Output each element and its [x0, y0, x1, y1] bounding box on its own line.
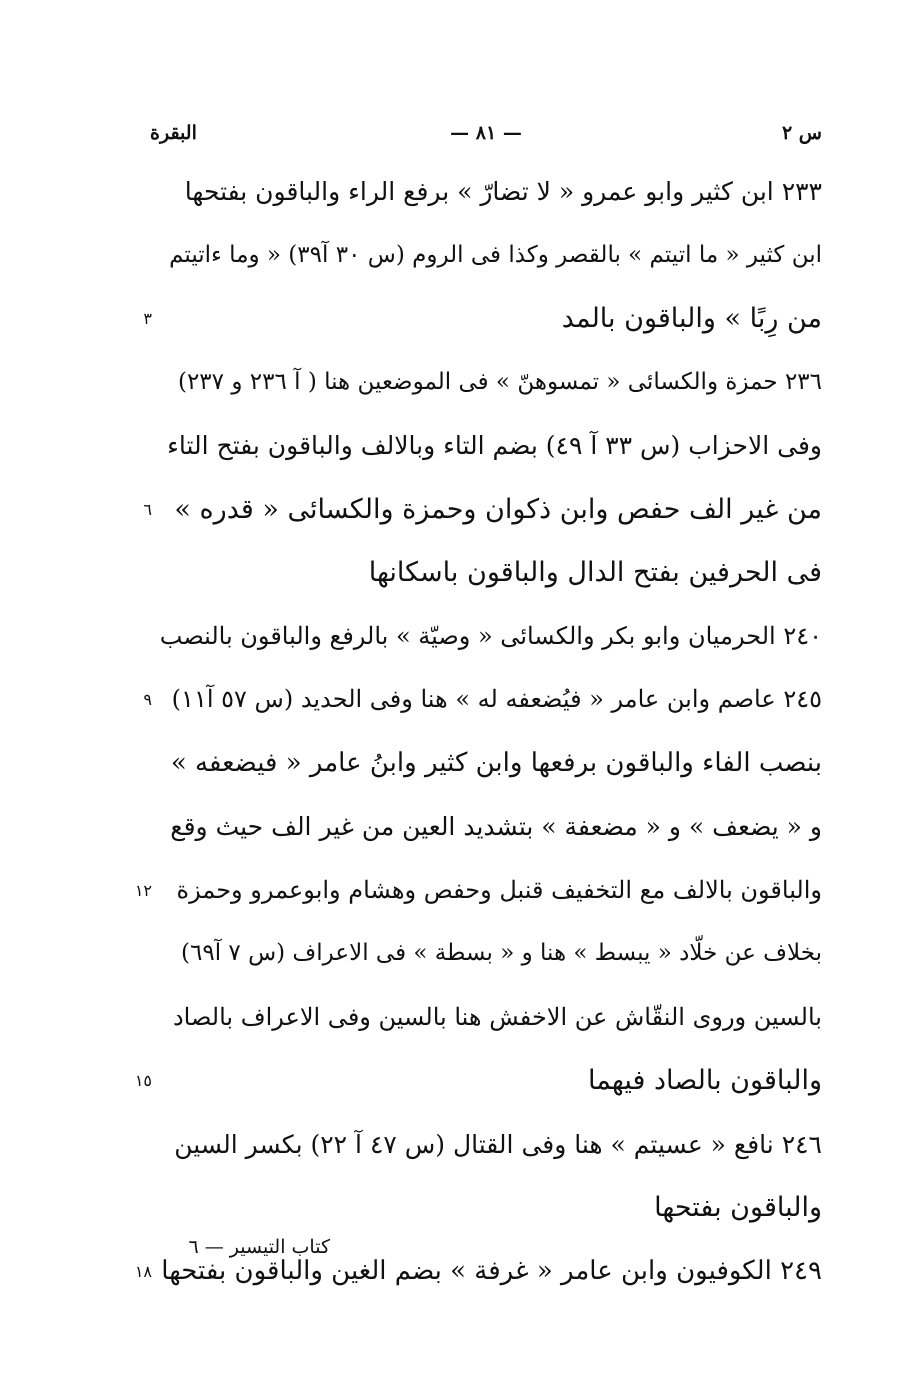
text-line: من رِبًا » والباقون بالمد ٣ — [160, 287, 822, 351]
text-line: فى الحرفين بفتح الدال والباقون باسكانها — [368, 557, 822, 588]
page-header — [150, 122, 822, 152]
chapter-title: البقرة — [150, 122, 197, 144]
text-line: وفى الاحزاب (س ٣٣ آ ٤٩) بضم التاء وبالالف والباقون بفتح التاء — [167, 431, 822, 460]
line-number: ١٢ — [134, 880, 152, 900]
text-line: بنصب الفاء والباقون برفعها وابن كثير وابنُ عامر « فيضعفه » — [170, 747, 822, 778]
footer-signature: كتاب التيسير — ٦ — [188, 1236, 330, 1258]
line-number: ٩ — [143, 690, 152, 709]
text-line: ابن كثير « ما اتيتم » بالقصر وكذا فى الروم (س ٣٠ آ٣٩) « وما ءاتيتم — [169, 241, 822, 268]
text-line: ٢٤٦ نافع « عسيتم » هنا وفى القتال (س ٤٧ آ ٢٢) بكسر السين — [174, 1129, 822, 1159]
line-number: ١٨ — [134, 1261, 152, 1281]
page-number: — ٨١ — — [450, 122, 522, 144]
text-line: بخلاف عن خلّاد « يبسط » هنا و « بسطة » فى الاعراف (س ٧ آ٦٩) — [181, 940, 822, 966]
text-line: والباقون بالصاد فيهما ١٥ — [160, 1049, 822, 1113]
text-line: ٢٤٥ عاصم وابن عامر « فيُضعفه له » هنا وفى الحديد (س ٥٧ آ١١) ٩ — [160, 668, 822, 732]
text-line: و « يضعف » و « مضعفة » بتشديد العين من غير الف حيث وقع — [170, 812, 822, 841]
text-line: بالسين وروى النقّاش عن الاخفش هنا بالسين وفى الاعراف بالصاد — [172, 1002, 822, 1031]
text-line: والباقون بالالف مع التخفيف قنبل وحفص وهشام وابوعمرو وحمزة ١٢ — [160, 859, 822, 923]
page-reference: س ٢ — [781, 122, 822, 144]
body-text — [134, 160, 822, 1303]
line-number: ١٥ — [134, 1071, 152, 1090]
text-line: ٢٤٩ الكوفيون وابن عامر « غرفة » بضم الغين والباقون بفتحها ١٨ — [160, 1240, 822, 1304]
text-line: ٢٣٣ ابن كثير وابو عمرو « لا تضارّ » برفع الراء والباقون بفتحها — [184, 177, 822, 206]
line-number: ٣ — [143, 309, 152, 328]
text-line: والباقون بفتحها — [654, 1192, 822, 1223]
text-line: من غير الف حفص وابن ذكوان وحمزة والكسائى « قدره » ٦ — [160, 478, 822, 542]
line-number: ٦ — [143, 499, 152, 519]
text-line: ٢٣٦ حمزة والكسائى « تمسوهنّ » فى الموضعين هنا ( آ ٢٣٦ و ٢٣٧) — [177, 368, 822, 395]
text-line: ٢٤٠ الحرميان وابو بكر والكسائى « وصيّة » بالرفع والباقون بالنصب — [159, 621, 822, 650]
